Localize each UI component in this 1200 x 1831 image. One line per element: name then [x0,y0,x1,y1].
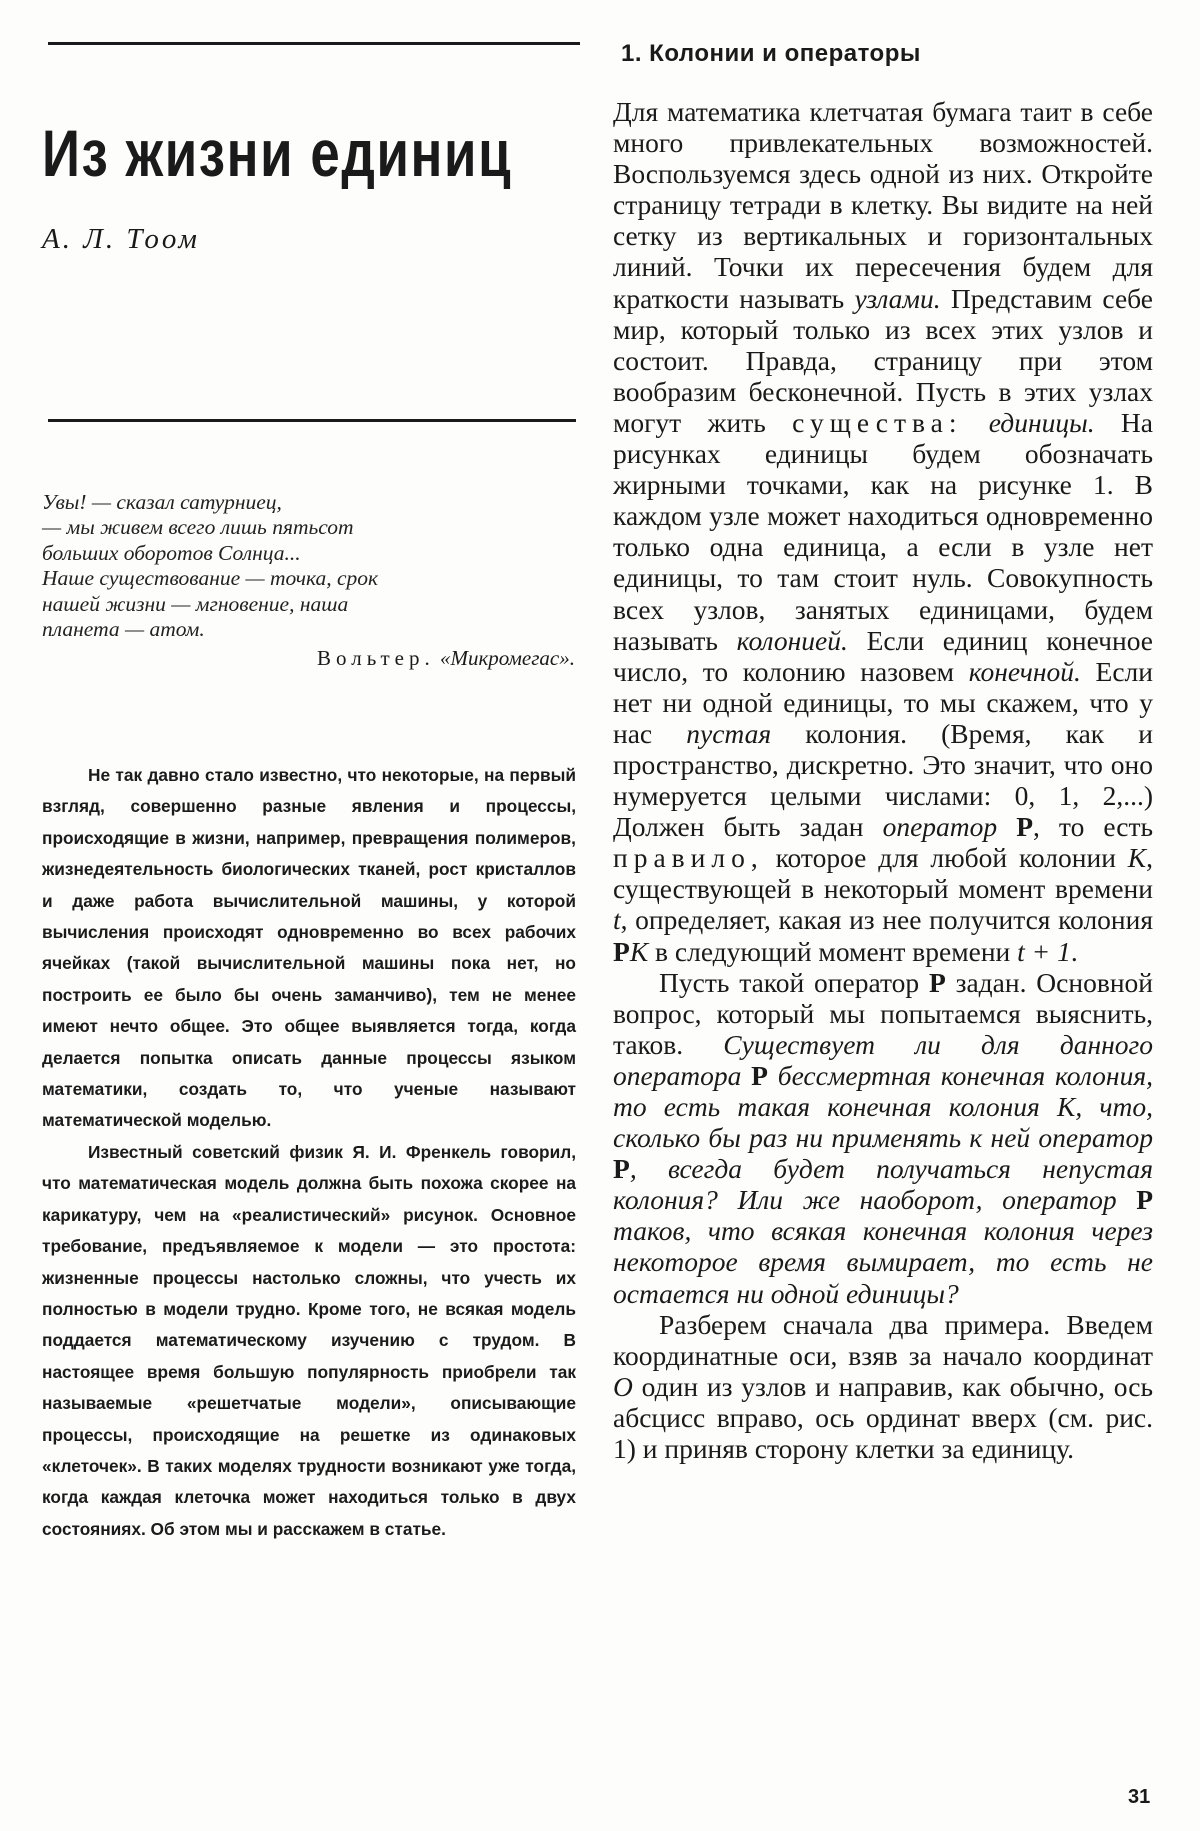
epigraph [42,490,582,642]
epigraph-line: планета — атом. [42,616,205,641]
epigraph-source-title: «Микромегас». [439,646,575,670]
epigraph-line: Наше существование — точка, срок [42,566,379,591]
epigraph-source-author: Вольтер. [316,646,435,670]
article-title: Из жизни единиц [42,116,513,190]
article-author: А. Л. Тоом [42,223,200,255]
body-paragraph-3: Разберем сначала два примера. Введем координатные оси, взяв за начало координат O один из узлов и направив, как обычно, ось абсцисс вправо, ось ординат вверх (см. рис. 1) и приняв сторону клетки за единицу. [613,1308,1153,1465]
epigraph-line: — мы живем всего лишь пятьсот [42,515,354,540]
epigraph-line: больших оборотов Солнца... [42,540,301,565]
body-text [613,96,1153,1464]
section-heading: 1. Колонии и операторы [621,40,921,67]
epigraph-source [235,646,575,671]
intro-text [42,760,576,1545]
epigraph-line: нашей жизни — мгновение, наша [42,591,349,616]
top-rule [48,42,580,45]
page-number: 31 [1128,1786,1151,1808]
body-paragraph-2: Пусть такой оператор P задан. Основной вопрос, который мы попытаемся выяснить, таков. Существует ли для данного оператора P бессмертная конечная колония, то есть такая конечная колония K, что, сколько бы раз ни применять к ней оператор P, всегда будет получаться непустая колония? Или же наоборот, оператор P таков, что всякая конечная колония через некоторое время вымирает, то есть не остается ни одной единицы? [613,966,1154,1309]
intro-paragraph-1: Не так давно стало известно, что некоторые, на первый взгляд, совершенно разные явления и процессы, происходящие в жизни, например, превращения полимеров, жизнедеятельность биологических тканей, рост кристаллов и даже работа вычислительной машины, у которой вычисления происходят одновременно во всех рабочих ячейках (такой вычислительной машины пока нет, но построить ее было бы очень заманчиво), тем не менее имеют нечто общее. Это общее выявляется тогда, когда делается попытка описать данные процессы языком математики, создать то, что ученые называют математической моделью. [42,765,576,1131]
title-divider-rule [48,419,576,422]
intro-paragraph-2: Известный советский физик Я. И. Френкель говорил, что математическая модель должна быть похожа скорее на карикатуру, чем на «реалистический» рисунок. Основное требование, предъявляемое к модели — это простота: жизненные процессы настолько сложны, что учесть их полностью в модели трудно. Кроме того, не всякая модель поддается математическому изучению с трудом. В настоящее время большую популярность приобрели так называемые «решетчатые модели», описывающие процессы, происходящие на решетке из одинаковых «клеточек». В таких моделях трудности возникают уже тогда, когда каждая клеточка может находиться только в двух состояниях. Об этом мы и расскажем в статье. [42,1141,576,1539]
epigraph-line: Увы! — сказал сатурниец, [42,490,282,514]
body-paragraph-1: Для математика клетчатая бумага таит в себе много привлекательных возможностей. Воспользуемся здесь одной из них. Откройте страницу тетради в клетку. Вы видите на ней сетку из вертикальных и горизонтальных линий. Точки их пересечения будем для краткости называть узлами. Представим себе мир, который только из всех этих узлов и состоит. Правда, страницу при этом вообразим бесконечной. Пусть в этих узлах могут жить существа: единицы. На рисунках единицы будем обозначать жирными точками, как на рисунке 1. В каждом узле может находиться одновременно только одна единица, а если в узле нет единицы, то там стоит нуль. Совокупность всех узлов, занятых единицами, будем называть колонией. Если единиц конечное число, то колонию назовем конечной. Если нет ни одной единицы, то мы скажем, что у нас пустая колония. (Время, как и пространство, дискретно. Это значит, что оно нумеруется целыми числами: 0, 1, 2,...) Должен быть задан оператор P, то есть правило, которое для любой колонии K, существующей в некоторый момент времени t, определяет, какая из нее получится колония PK в следующий момент времени t + 1. [613,96,1154,967]
